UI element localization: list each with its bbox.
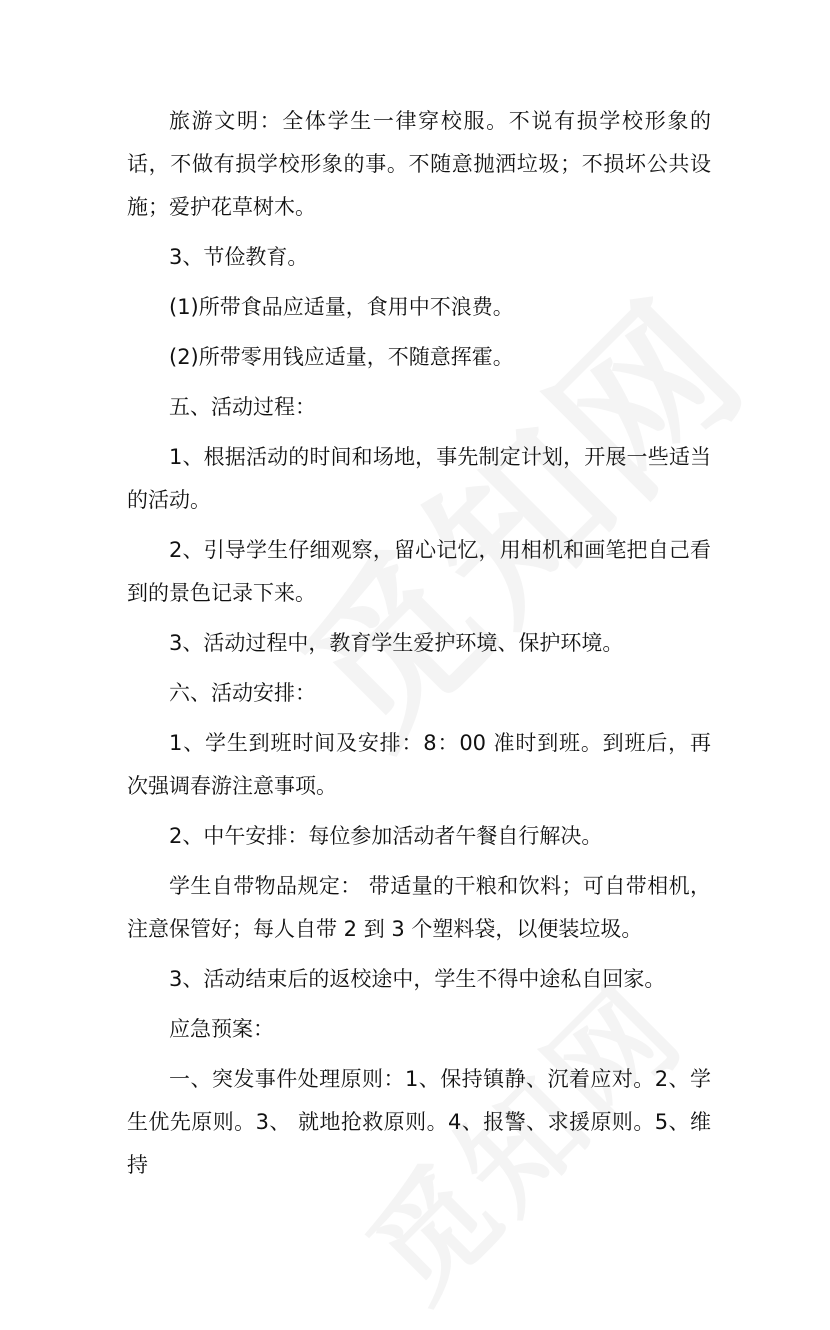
paragraph: (1)所带食品应适量，食用中不浪费。 bbox=[169, 295, 514, 319]
document-body bbox=[127, 100, 711, 1194]
paragraph: 1、学生到班时间及安排：8：00 准时到班。到班后，再次强调春游注意事项。 bbox=[127, 731, 711, 798]
paragraph: 旅游文明：全体学生一律穿校服。不说有损学校形象的话，不做有损学校形象的事。不随意抛洒垃圾；不损坏公共设施；爱护花草树木。 bbox=[127, 109, 711, 219]
paragraph: 3、活动结束后的返校途中，学生不得中途私自回家。 bbox=[169, 967, 666, 991]
paragraph: 一、突发事件处理原则：1、保持镇静、沉着应对。2、学生优先原则。3、 就地抢救原则。4、报警、求援原则。5、维持 bbox=[127, 1067, 711, 1177]
paragraph: 2、中午安排：每位参加活动者午餐自行解决。 bbox=[169, 824, 603, 848]
paragraph: 学生自带物品规定： 带适量的干粮和饮料；可自带相机，注意保管好；每人自带 2 到 3 个塑料袋，以便装垃圾。 bbox=[127, 874, 711, 941]
section-heading: 五、活动过程： bbox=[169, 395, 316, 419]
section-heading: 六、活动安排： bbox=[169, 681, 316, 705]
paragraph: 1、根据活动的时间和场地，事先制定计划，开展一些适当的活动。 bbox=[127, 445, 711, 512]
paragraph: 3、节俭教育。 bbox=[169, 245, 309, 269]
section-heading: 应急预案： bbox=[169, 1017, 274, 1041]
paragraph: (2)所带零用钱应适量，不随意挥霍。 bbox=[169, 345, 514, 369]
paragraph: 3、活动过程中，教育学生爱护环境、保护环境。 bbox=[169, 631, 624, 655]
paragraph: 2、引导学生仔细观察，留心记忆，用相机和画笔把自己看到的景色记录下来。 bbox=[127, 538, 711, 605]
